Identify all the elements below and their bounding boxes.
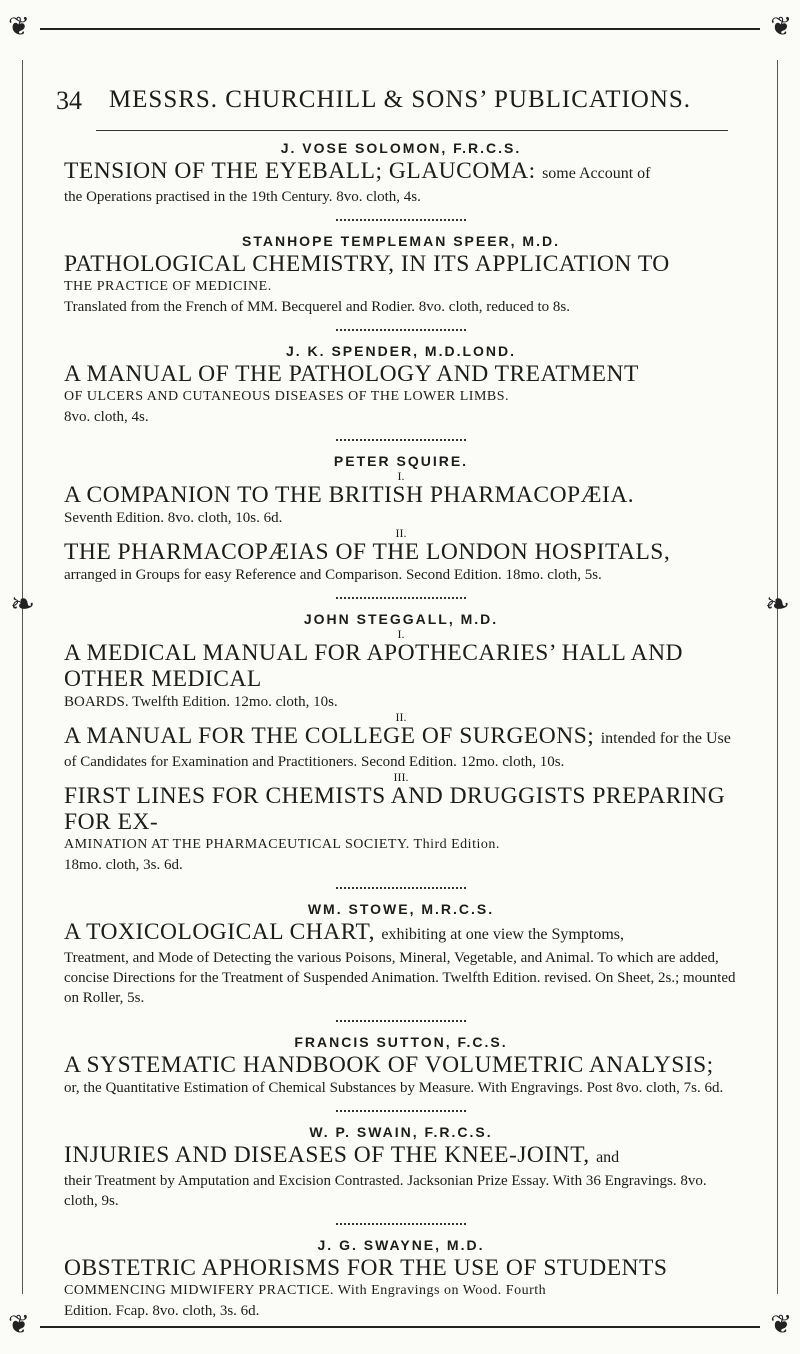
work-subtitle-text: OF ULCERS AND CUTANEOUS DISEASES OF THE LOWER LIMBS. xyxy=(64,389,510,404)
work-description: Treatment, and Mode of Detecting the various Poisons, Mineral, Vegetable, and Animal. To which are added, concise Directions for the Treatment of Suspended Animation. Twelfth Edition. revised. On Sheet, 2s.; mounted on Roller, 5s. xyxy=(64,950,736,1006)
work-title-text: A MANUAL OF THE PATHOLOGY AND TREATMENT xyxy=(64,361,639,387)
publication-entry xyxy=(64,343,738,427)
side-ornament-icon: ❧ xyxy=(764,588,790,621)
work-title-tail: and xyxy=(596,1149,620,1166)
work-title-text: TENSION OF THE EYEBALL; GLAUCOMA: xyxy=(64,158,536,184)
work-number: II. xyxy=(395,526,407,540)
publication-entry xyxy=(64,611,738,875)
work-description: Edition. Fcap. 8vo. cloth, 3s. 6d. xyxy=(64,1303,260,1319)
top-border-rule xyxy=(40,28,760,30)
work-title xyxy=(64,1142,738,1171)
work-title xyxy=(64,919,738,948)
side-ornament-icon: ❧ xyxy=(10,588,36,621)
work-title xyxy=(64,539,738,565)
publication-entry xyxy=(64,1034,738,1098)
work-subtitle-text: THE PRACTICE OF MEDICINE. xyxy=(64,279,272,294)
publication-entry xyxy=(64,901,738,1008)
wavy-divider xyxy=(336,1219,466,1225)
wavy-divider xyxy=(336,883,466,889)
work-title xyxy=(64,482,738,508)
corner-ornament-icon: ❦ xyxy=(8,12,30,41)
wavy-divider xyxy=(336,593,466,599)
work-title-text: PATHOLOGICAL CHEMISTRY, IN ITS APPLICATION TO xyxy=(64,251,670,277)
work-title xyxy=(64,1255,738,1281)
wavy-divider xyxy=(336,1016,466,1022)
work-description: arranged in Groups for easy Reference and Comparison. Second Edition. 18mo. cloth, 5s. xyxy=(64,567,602,583)
header-rule xyxy=(96,130,728,131)
bottom-border-rule xyxy=(40,1326,760,1328)
work-description: 8vo. cloth, 4s. xyxy=(64,409,149,425)
wavy-divider xyxy=(336,215,466,221)
running-head: MESSRS. CHURCHILL & SONS’ PUBLICATIONS. xyxy=(108,86,692,113)
page-header xyxy=(46,86,754,120)
work-title-text: A MEDICAL MANUAL FOR APOTHECARIES’ HALL AND OTHER MEDICAL xyxy=(64,640,684,692)
publication-entry xyxy=(64,140,738,207)
author-name: FRANCIS SUTTON, F.C.S. xyxy=(294,1034,508,1050)
corner-ornament-icon: ❦ xyxy=(770,12,792,41)
work-description: Translated from the French of MM. Becquerel and Rodier. 8vo. cloth, reduced to 8s. xyxy=(64,299,571,315)
work-description: Seventh Edition. 8vo. cloth, 10s. 6d. xyxy=(64,510,283,526)
work-title-text: A MANUAL FOR THE COLLEGE OF SURGEONS; xyxy=(64,723,595,749)
work-title xyxy=(64,1052,738,1078)
publication-entry xyxy=(64,233,738,317)
work-title xyxy=(64,158,738,187)
wavy-divider xyxy=(336,1106,466,1112)
work-description: of Candidates for Examination and Practitioners. Second Edition. 12mo. cloth, 10s. xyxy=(64,754,565,770)
author-name: WM. STOWE, M.R.C.S. xyxy=(307,901,495,917)
work-number: I. xyxy=(397,469,405,483)
work-description: 18mo. cloth, 3s. 6d. xyxy=(64,857,183,873)
work-subtitle xyxy=(64,277,738,297)
author-name: JOHN STEGGALL, M.D. xyxy=(303,611,499,627)
work-title xyxy=(64,783,738,835)
work-number: I. xyxy=(397,627,405,641)
work-subtitle-tail: Third Edition. xyxy=(413,837,500,852)
work-description: BOARDS. Twelfth Edition. 12mo. cloth, 10s. xyxy=(64,694,338,710)
publication-entry xyxy=(64,453,738,585)
work-subtitle-text: AMINATION AT THE PHARMACEUTICAL SOCIETY. xyxy=(64,837,410,852)
author-name: W. P. SWAIN, F.R.C.S. xyxy=(309,1124,493,1140)
author-name: J. K. SPENDER, M.D.LOND. xyxy=(285,343,517,359)
author-name: PETER SQUIRE. xyxy=(333,453,469,469)
work-title xyxy=(64,640,738,692)
wavy-divider xyxy=(336,325,466,331)
work-title-tail: some Account of xyxy=(542,165,651,182)
work-subtitle xyxy=(64,1281,738,1301)
work-title-tail: exhibiting at one view the Symptoms, xyxy=(381,926,624,943)
work-title xyxy=(64,251,738,277)
work-description: their Treatment by Amputation and Excision Contrasted. Jacksonian Prize Essay. With 36 Engravings. 8vo. cloth, 9s. xyxy=(64,1173,707,1209)
work-description: or, the Quantitative Estimation of Chemical Substances by Measure. With Engravings. Post 8vo. cloth, 7s. 6d. xyxy=(64,1080,724,1096)
right-border-rule xyxy=(777,60,778,1294)
author-name: J. VOSE SOLOMON, F.R.C.S. xyxy=(280,140,522,156)
work-description: the Operations practised in the 19th Century. 8vo. cloth, 4s. xyxy=(64,189,421,205)
work-title xyxy=(64,361,738,387)
work-title-text: THE PHARMACOPÆIAS OF THE LONDON HOSPITALS, xyxy=(64,539,671,565)
work-title-text: A TOXICOLOGICAL CHART, xyxy=(64,919,375,945)
wavy-divider xyxy=(336,435,466,441)
work-title-text: OBSTETRIC APHORISMS FOR THE USE OF STUDENTS xyxy=(64,1255,668,1281)
work-title-text: INJURIES AND DISEASES OF THE KNEE-JOINT, xyxy=(64,1142,590,1168)
work-title-text: A SYSTEMATIC HANDBOOK OF VOLUMETRIC ANALYSIS; xyxy=(64,1052,714,1078)
left-border-rule xyxy=(22,60,23,1294)
author-name: J. G. SWAYNE, M.D. xyxy=(317,1237,485,1253)
work-subtitle xyxy=(64,387,738,407)
corner-ornament-icon: ❦ xyxy=(8,1310,30,1339)
work-subtitle-text: COMMENCING MIDWIFERY PRACTICE. xyxy=(64,1283,334,1298)
work-title-text: A COMPANION TO THE BRITISH PHARMACOPÆIA. xyxy=(64,482,635,508)
publication-entry xyxy=(64,1124,738,1211)
corner-ornament-icon: ❦ xyxy=(770,1310,792,1339)
work-title-tail: intended for the Use xyxy=(600,730,731,747)
work-number: II. xyxy=(395,710,407,724)
author-name: STANHOPE TEMPLEMAN SPEER, M.D. xyxy=(242,233,560,249)
page-number: 34 xyxy=(56,86,82,115)
publication-list xyxy=(64,140,738,1321)
work-subtitle xyxy=(64,835,738,855)
work-title xyxy=(64,723,738,752)
work-number: III. xyxy=(393,770,409,784)
work-subtitle-tail: With Engravings on Wood. Fourth xyxy=(337,1283,547,1298)
publication-entry xyxy=(64,1237,738,1321)
work-title-text: FIRST LINES FOR CHEMISTS AND DRUGGISTS PREPARING FOR EX- xyxy=(64,783,726,835)
